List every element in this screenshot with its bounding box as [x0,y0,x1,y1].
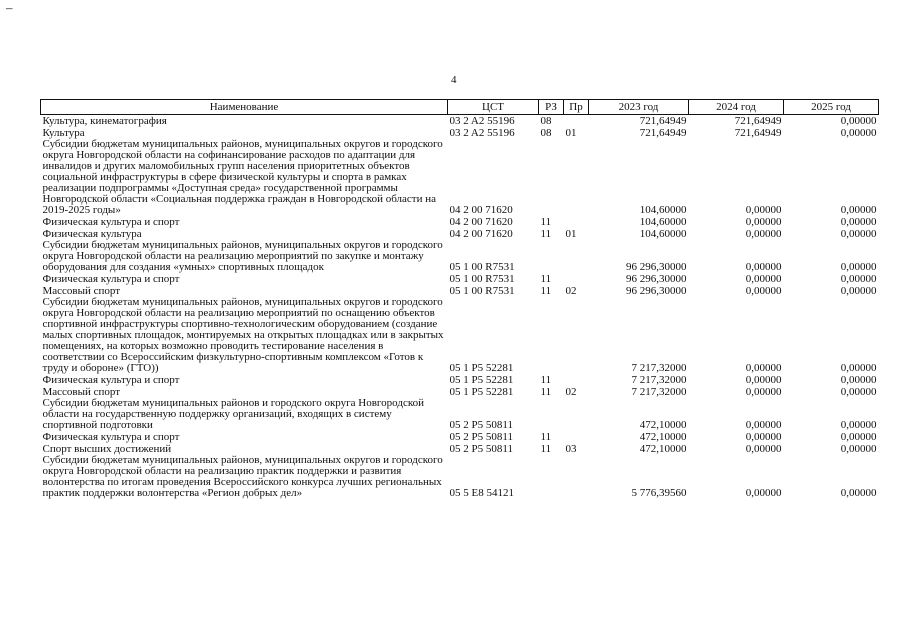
table-row [41,240,879,273]
row-value-2024: 0,00000 [745,228,782,240]
row-rz: 11 [540,228,552,240]
row-pr: 01 [565,127,577,139]
column-header-2024: 2024 год [689,100,784,115]
row-value-2023: 104,60000 [639,228,687,240]
row-rz: 11 [540,273,552,285]
row-rz: 08 [540,127,552,139]
row-value-2023: 96 296,30000 [626,261,687,273]
row-value-2025: 0,00000 [840,285,877,297]
column-header-rz: РЗ [539,100,564,115]
row-value-2025: 0,00000 [840,443,877,455]
row-value-2024: 0,00000 [745,386,782,398]
row-name: Субсидии бюджетам муниципальных районов, муниципальных округов и городского округа Новгородской области на реализацию мероприятий по закупке и монтажу оборудования для создания «умных» спортивных площадок [42,239,443,273]
row-cst: 05 2 P5 50811 [449,419,513,431]
row-rz [539,297,564,374]
row-value-2023: 7 217,32000 [631,374,687,386]
table-row [41,431,879,443]
column-header-name: Наименование [41,100,448,115]
row-pr [564,455,589,499]
column-header-2025: 2025 год [784,100,879,115]
table-header-row [41,100,879,115]
row-name: Спорт высших достижений [42,443,172,455]
row-name: Субсидии бюджетам муниципальных районов, муниципальных округов и городского округа Новгородской области на реализацию мероприятий по оснащению объектов спортивной инфраструктуры спортивно-технологическим оборудованием (создание малых спортивных площадок, монтируемых на открытых площадках или в закрытых помещениях, на которых возможно проводить тестирование населения в соответствии со Всероссийским физкультурно-спортивным комплексом «Готов к труду и обороне» (ГТО)) [42,296,444,374]
row-name: Физическая культура и спорт [42,216,180,228]
row-value-2025: 0,00000 [840,362,877,374]
row-value-2023: 7 217,32000 [631,386,687,398]
row-rz [539,240,564,273]
budget-table [40,99,879,499]
row-value-2025: 0,00000 [840,115,877,127]
row-name: Физическая культура [42,228,142,240]
row-cst: 05 1 P5 52281 [449,362,514,374]
row-value-2024: 0,00000 [745,204,782,216]
table-row [41,273,879,285]
row-pr [564,240,589,273]
row-value-2025: 0,00000 [840,386,877,398]
row-value-2024: 0,00000 [745,261,782,273]
row-value-2025: 0,00000 [840,261,877,273]
table-row [41,398,879,431]
row-pr: 03 [565,443,577,455]
row-cst: 04 2 00 71620 [449,204,513,216]
row-name: Физическая культура и спорт [42,431,180,443]
row-value-2023: 5 776,39560 [631,487,687,499]
row-pr [564,297,589,374]
row-rz [539,398,564,431]
row-pr: 02 [565,285,577,297]
row-cst: 05 1 P5 52281 [449,374,514,386]
column-header-2023: 2023 год [589,100,689,115]
page-number: 4 [451,74,457,86]
row-name: Массовый спорт [42,386,121,398]
row-rz: 11 [540,216,552,228]
row-value-2024: 721,64949 [734,115,782,127]
row-value-2024: 0,00000 [745,362,782,374]
row-rz: 11 [540,374,552,386]
row-value-2025: 0,00000 [840,216,877,228]
row-value-2023: 472,10000 [639,419,687,431]
row-cst: 03 2 A2 55196 [449,115,515,127]
row-pr [564,139,589,216]
row-rz [539,455,564,499]
row-pr: 02 [565,386,577,398]
row-value-2025: 0,00000 [840,374,877,386]
row-value-2025: 0,00000 [840,431,877,443]
table-row [41,374,879,386]
row-pr [564,431,589,443]
row-rz: 11 [540,431,552,443]
row-name: Культура, кинематография [42,115,167,127]
column-header-cst: ЦСТ [448,100,539,115]
row-value-2023: 104,60000 [639,216,687,228]
row-value-2024: 0,00000 [745,216,782,228]
row-name: Культура [42,127,85,139]
row-value-2024: 0,00000 [745,374,782,386]
row-value-2024: 0,00000 [745,443,782,455]
row-value-2024: 0,00000 [745,431,782,443]
row-rz: 11 [540,443,552,455]
row-name: Субсидии бюджетам муниципальных районов, муниципальных округов и городского округа Новгородской области на софинансирование расходов по адаптации для инвалидов и других маломобильных групп населения приоритетных объектов социальной инфраструктуры в сфере физической культуры и спорта в рамках реализации подпрограммы «Доступная среда» государственной программы Новгородской области «Социальная поддержка граждан в Новгородской области на 2019-2025 годы» [42,138,443,216]
row-cst: 04 2 00 71620 [449,216,513,228]
row-value-2025: 0,00000 [840,273,877,285]
row-name: Субсидии бюджетам муниципальных районов и городского округа Новгородской области на государственную поддержку организаций, входящих в систему спортивной подготовки [42,397,424,431]
row-value-2025: 0,00000 [840,127,877,139]
row-value-2024: 0,00000 [745,487,782,499]
row-cst: 05 2 P5 50811 [449,431,513,443]
row-rz: 08 [540,115,552,127]
row-value-2023: 721,64949 [639,115,687,127]
row-value-2023: 472,10000 [639,443,687,455]
column-header-pr: Пр [564,100,589,115]
row-value-2023: 104,60000 [639,204,687,216]
row-cst: 05 1 00 R7531 [449,285,515,297]
row-name: Субсидии бюджетам муниципальных районов, муниципальных округов и городского округа Новгородской области на реализацию практик поддержки и развития волонтерства по итогам проведения Всероссийского конкурса лучших региональных практик поддержки волонтерства «Регион добрых дел» [42,454,443,499]
row-cst: 05 1 P5 52281 [449,386,514,398]
table-row [41,115,879,128]
row-pr: 01 [565,228,577,240]
table-row [41,455,879,499]
row-cst: 05 5 E8 54121 [449,487,514,499]
row-value-2025: 0,00000 [840,228,877,240]
row-value-2025: 0,00000 [840,487,877,499]
row-value-2023: 721,64949 [639,127,687,139]
row-name: Физическая культура и спорт [42,374,180,386]
header-dash-mark: – [6,0,13,15]
row-rz: 11 [540,386,552,398]
row-cst: 05 1 00 R7531 [449,273,515,285]
row-name: Физическая культура и спорт [42,273,180,285]
row-cst: 04 2 00 71620 [449,228,513,240]
row-value-2023: 96 296,30000 [626,285,687,297]
row-value-2023: 96 296,30000 [626,273,687,285]
row-pr [564,216,589,228]
row-cst: 03 2 A2 55196 [449,127,515,139]
row-cst: 05 1 00 R7531 [449,261,515,273]
row-rz [539,139,564,216]
table-row [41,216,879,228]
row-name: Массовый спорт [42,285,121,297]
row-pr [564,374,589,386]
row-value-2025: 0,00000 [840,419,877,431]
row-value-2023: 472,10000 [639,431,687,443]
row-value-2025: 0,00000 [840,204,877,216]
table-row [41,297,879,374]
row-pr [564,398,589,431]
row-cst: 05 2 P5 50811 [449,443,513,455]
row-pr [564,273,589,285]
table-row [41,139,879,216]
row-value-2024: 721,64949 [734,127,782,139]
row-rz: 11 [540,285,552,297]
row-value-2024: 0,00000 [745,285,782,297]
row-value-2023: 7 217,32000 [631,362,687,374]
row-value-2024: 0,00000 [745,273,782,285]
row-pr [564,115,589,128]
row-value-2024: 0,00000 [745,419,782,431]
